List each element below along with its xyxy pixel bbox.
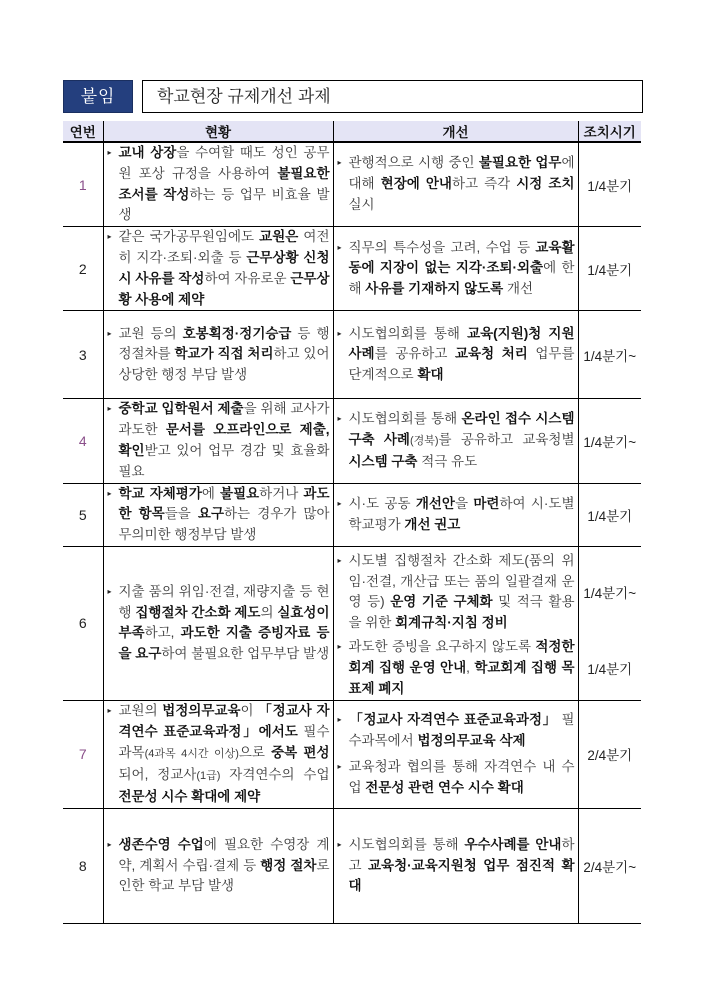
text-segment: 과도한 증빙을 요구하지 않도록 — [348, 639, 536, 655]
row-number: 8 — [63, 808, 103, 923]
emphasis-text: 불필요 — [220, 485, 260, 501]
rich-text — [119, 326, 330, 383]
text-segment: 교육청과 협의를 통해 자격연수 내 수업 — [348, 759, 575, 796]
emphasis-text: 중복 편성 — [271, 745, 330, 761]
emphasis-text: 개선 권고 — [404, 516, 461, 532]
text-segment: 및 적극 활용을 위한 — [348, 594, 575, 631]
timing-subitem: 1/4분기~ — [583, 586, 637, 602]
bullet-icon — [108, 143, 119, 164]
row-number: 5 — [63, 483, 103, 546]
improvement-cell — [333, 142, 578, 227]
text-segment: 필수과목에서 — [348, 711, 575, 748]
bullet-icon — [108, 835, 119, 856]
text-segment: 하고 즉각 — [451, 176, 517, 192]
rich-text — [349, 712, 575, 748]
bullet-icon — [108, 701, 119, 722]
text-segment: 하고 — [348, 836, 575, 873]
rich-text — [119, 584, 330, 661]
text-segment: 업무를 단계적으로 — [348, 346, 575, 383]
text-segment: 되어, 정교사 — [118, 766, 197, 782]
emphasis-text: 교육청 처리 — [454, 346, 528, 362]
rich-text — [349, 326, 575, 383]
improvement-text — [334, 494, 578, 536]
text-segment: 시도협의회를 통해 — [348, 836, 465, 852]
improvement-text — [334, 710, 578, 752]
emphasis-text: 확대 — [417, 367, 444, 383]
improvement-stack — [334, 710, 578, 799]
emphasis-text: 중학교 입학원서 제출 — [118, 401, 244, 417]
improvement-subitem — [334, 547, 578, 637]
row-number: 6 — [63, 546, 103, 700]
text-segment: 이 — [240, 703, 259, 719]
improvement-cell — [333, 546, 578, 700]
text-segment: 시도별 집행절차 간소화 제도(품의 위임·전결, 개산급 또는 품의 일괄결재 운영 등) — [348, 552, 575, 610]
text-segment: 하는 경우가 많아 무의미한 행정부담 발생 — [118, 506, 330, 543]
current-text — [104, 227, 333, 310]
text-segment: 에 — [201, 485, 221, 501]
table-header-row — [63, 121, 641, 142]
row-number: 7 — [63, 700, 103, 808]
bullet-icon — [338, 757, 349, 778]
current-cell — [103, 142, 333, 227]
improvement-subitem — [334, 637, 578, 699]
bullet-icon — [338, 409, 349, 430]
table-row — [63, 311, 641, 399]
improvement-text — [334, 153, 578, 215]
rich-text — [349, 155, 575, 212]
emphasis-text: 근무상황 신청 시 사유를 작성 — [118, 249, 330, 286]
text-segment: 여전히 지각·조퇴·외출 등 — [118, 229, 330, 265]
bullet-icon — [338, 324, 349, 345]
text-segment: 하여 불필요한 업무부담 발생 — [161, 646, 330, 662]
text-segment: 을 — [454, 495, 474, 511]
bullet-icon — [338, 835, 349, 856]
text-segment: 실시 — [348, 196, 375, 212]
text-segment: (경북) — [409, 435, 439, 448]
timing-cell: 2/4분기~ — [578, 808, 641, 923]
text-segment: 시도협의회를 통해 — [348, 325, 468, 341]
table-row — [63, 808, 641, 923]
text-segment: 등 행정절차를 — [118, 325, 330, 362]
text-segment: 교원 등의 — [118, 325, 183, 341]
attachment-tag: 붙임 — [63, 80, 133, 113]
bullet-icon — [338, 494, 349, 515]
emphasis-text: 문서를 오프라인으로 제출, 확인 — [118, 422, 330, 458]
emphasis-text: 교내 상장 — [118, 145, 177, 160]
text-segment: 시도협의회를 통해 — [348, 411, 462, 427]
text-segment: 지출 품의 위임·전결, 재량지출 등 현행 — [118, 583, 330, 620]
emphasis-text: 「정교사 자격연수 표준교육과정」 — [348, 711, 557, 727]
bullet-icon — [108, 399, 119, 420]
emphasis-text: 전문성 시수 확대에 제약 — [118, 788, 261, 804]
emphasis-text: 교원은 — [259, 229, 299, 245]
rich-text — [349, 496, 575, 532]
timing-cell: 1/4분기 — [578, 483, 641, 546]
text-segment: 으로 — [238, 745, 272, 761]
improvement-cell — [333, 483, 578, 546]
emphasis-text: 법정의무교육 — [162, 703, 241, 719]
text-segment: , — [466, 660, 475, 676]
emphasis-text: 교육청·교육지원청 업무 점진적 확대 — [348, 857, 575, 894]
bullet-icon — [108, 484, 119, 505]
column-header-number: 연번 — [63, 121, 103, 142]
emphasis-text: 학교회계 집행 목표제 폐지 — [348, 660, 575, 696]
table-row — [63, 546, 641, 700]
text-segment: 하고, — [144, 625, 181, 641]
timing-subitem: 1/4분기 — [587, 662, 633, 678]
improvement-cell — [333, 311, 578, 399]
document-title-bar — [63, 80, 643, 113]
text-segment: 필수과목 — [118, 724, 330, 761]
timing-cell: 1/4분기~ — [578, 399, 641, 483]
text-segment: 하는 등 업무 비효율 발생 — [118, 186, 330, 223]
rich-text — [349, 411, 575, 469]
text-segment: 하고 있어 상당한 행정 부담 발생 — [118, 346, 330, 383]
table-row — [63, 483, 641, 546]
improvement-text — [334, 835, 578, 897]
improvement-cell — [333, 700, 578, 808]
emphasis-text: 회계규칙·지침 정비 — [395, 615, 508, 631]
bullet-icon — [108, 227, 119, 248]
current-cell — [103, 311, 333, 399]
emphasis-text: 불필요한 업무 — [478, 155, 562, 171]
rich-text — [349, 553, 575, 630]
emphasis-text: 교육활동에 지장이 없는 지각·조퇴·외출 — [348, 239, 575, 276]
current-cell — [103, 700, 333, 808]
current-cell — [103, 227, 333, 311]
emphasis-text: 과도한 지출 증빙자료 등을 요구 — [118, 625, 330, 662]
emphasis-text: 적정한 회계 집행 운영 안내 — [348, 639, 575, 676]
table-row — [63, 227, 641, 311]
current-text — [104, 701, 333, 807]
rich-text — [119, 837, 330, 894]
rich-text — [349, 759, 575, 795]
improvement-cell — [333, 399, 578, 483]
timing-cell: 1/4분기~ — [578, 311, 641, 399]
emphasis-text: 학교가 직접 처리 — [174, 346, 274, 362]
emphasis-text: 근무상황 사용에 제약 — [118, 270, 330, 307]
text-segment: 하여 자유로운 — [204, 270, 291, 286]
emphasis-text: 교육(지원)청 지원 사례 — [348, 325, 575, 362]
improvement-text — [334, 409, 578, 472]
emphasis-text: 요구 — [197, 506, 225, 522]
improvement-text — [334, 238, 578, 300]
text-segment: 시·도 공동 — [348, 495, 416, 511]
current-cell — [103, 808, 333, 923]
improvement-cell — [333, 808, 578, 923]
text-segment: 개선 — [503, 281, 534, 297]
text-segment: (1급) — [196, 769, 221, 782]
improvement-text — [334, 324, 578, 386]
timing-cell: 1/4분기 — [578, 227, 641, 311]
text-segment: 적극 유도 — [417, 453, 478, 469]
text-segment: 의 — [260, 604, 278, 620]
emphasis-text: 현장에 안내 — [380, 176, 452, 192]
text-segment: 을 수여할 때도 성인 공무원 포상 규정을 사용하여 — [118, 145, 330, 181]
text-segment: 을 위해 교사가 과도한 — [118, 401, 330, 438]
emphasis-text: 과도한 항목 — [118, 485, 330, 522]
current-text — [104, 324, 333, 386]
emphasis-text: 전문성 관련 연수 시수 확대 — [365, 780, 524, 796]
timing-cell — [578, 546, 641, 700]
rich-text — [119, 229, 330, 306]
emphasis-text: 우수사례를 안내 — [464, 836, 562, 852]
regulation-table — [63, 121, 641, 924]
text-segment: (4과목 4시간 이상) — [144, 748, 239, 761]
timing-cell: 2/4분기 — [578, 700, 641, 808]
bullet-icon — [108, 582, 119, 603]
text-segment: 받고 있어 업무 경감 및 효율화 필요 — [118, 442, 330, 479]
improvement-text — [334, 551, 578, 634]
emphasis-text: 시정 조치 — [516, 176, 575, 192]
rich-text — [349, 837, 575, 894]
text-segment: 에 필요한 수영장 계약, 계획서 수립·결제 등 — [118, 836, 330, 873]
table-row — [63, 399, 641, 483]
bullet-icon — [338, 153, 349, 174]
emphasis-text: 법정의무교육 삭제 — [417, 732, 526, 748]
table-row — [63, 700, 641, 808]
current-text — [104, 582, 333, 665]
emphasis-text: 집행절차 간소화 제도 — [135, 604, 261, 620]
emphasis-text: 사유를 기재하지 않도록 — [365, 281, 504, 297]
column-header-current: 현황 — [103, 121, 333, 142]
bullet-icon — [338, 710, 349, 731]
document-title: 학교현장 규제개선 과제 — [142, 80, 643, 113]
rich-text — [349, 240, 575, 297]
emphasis-text: 운영 기준 구체화 — [390, 594, 493, 610]
text-segment: 를 공유하고 — [374, 346, 455, 362]
emphasis-text: 개선안 — [415, 495, 455, 511]
current-text — [104, 143, 333, 226]
emphasis-text: 마련 — [473, 495, 500, 511]
current-text — [104, 835, 333, 897]
emphasis-text: 불필요한 조서를 작성 — [118, 165, 330, 202]
emphasis-text: 실효성이 부족 — [118, 604, 330, 641]
improvement-text — [334, 757, 578, 799]
current-text — [104, 399, 333, 482]
row-number: 4 — [63, 399, 103, 483]
text-segment: 자격연수의 수업 — [220, 766, 330, 782]
rich-text — [119, 145, 330, 222]
text-segment: 로 인한 학교 부담 발생 — [118, 857, 330, 894]
text-segment: 에 대해 — [348, 155, 575, 192]
column-header-improvement: 개선 — [333, 121, 578, 142]
rich-text — [119, 703, 330, 803]
text-segment: 교원의 — [118, 703, 163, 719]
text-segment: 에 한해 — [348, 260, 575, 297]
rich-text — [349, 639, 575, 696]
current-cell — [103, 483, 333, 546]
emphasis-text: 「정교사 자격연수 표준교육과정」에서도 — [118, 703, 330, 740]
column-header-timing: 조치시기 — [578, 121, 641, 142]
text-segment: 직무의 특수성을 고려, 수업 등 — [348, 239, 536, 255]
text-segment: 하여 시·도별 학교평가 — [348, 495, 575, 532]
emphasis-text: 시스템 구축 — [348, 453, 418, 469]
bullet-icon — [108, 324, 119, 345]
emphasis-text: 온라인 접수 시스템 구축 사례 — [348, 411, 575, 448]
rich-text — [119, 401, 330, 478]
current-cell — [103, 546, 333, 700]
row-number: 3 — [63, 311, 103, 399]
bullet-icon — [338, 238, 349, 259]
improvement-cell — [333, 227, 578, 311]
row-number: 1 — [63, 142, 103, 227]
emphasis-text: 호봉획정·정기승급 — [182, 325, 292, 341]
text-segment: 들을 — [164, 506, 198, 522]
improvement-text — [334, 637, 578, 699]
row-number: 2 — [63, 227, 103, 311]
rich-text — [119, 486, 330, 543]
bullet-icon — [338, 637, 349, 658]
emphasis-text: 생존수영 수업 — [118, 836, 204, 852]
emphasis-text: 학교 자체평가 — [118, 485, 202, 501]
text-segment: 를 공유하고 교육청별 — [438, 432, 575, 448]
text-segment: 관행적으로 시행 중인 — [348, 155, 479, 171]
bullet-icon — [338, 551, 349, 572]
timing-cell: 1/4분기 — [578, 142, 641, 227]
text-segment: 같은 국가공무원임에도 — [118, 229, 260, 245]
current-text — [104, 484, 333, 546]
table-row — [63, 142, 641, 227]
text-segment: 하거나 — [259, 485, 304, 501]
current-cell — [103, 399, 333, 483]
emphasis-text: 행정 절차 — [260, 857, 317, 873]
